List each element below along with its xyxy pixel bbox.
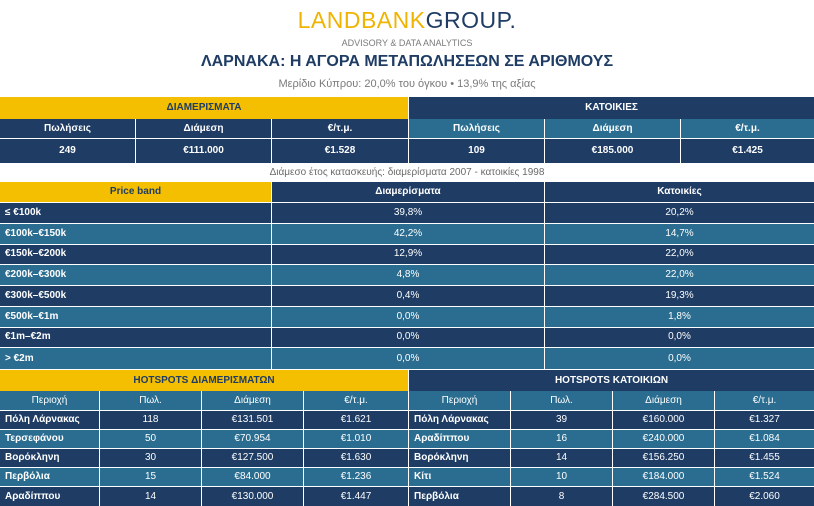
apartments-hotspot-per-sqm: €1.447 [304, 487, 409, 506]
apartments-median-header: Διάμεση [136, 119, 272, 139]
apartments-share: 4,8% [272, 265, 545, 286]
apartments-per-sqm-value: €1.528 [272, 139, 409, 163]
apartments-hotspot-area: Πόλη Λάρνακας [0, 411, 100, 430]
price-band-label: €200k–€300k [0, 265, 272, 286]
price-band-table [0, 182, 814, 369]
apartments-section-header: ΔΙΑΜΕΡΙΣΜΑΤΑ [0, 97, 409, 119]
houses-sales-header: Πωλήσεις [409, 119, 545, 139]
apartments-share: 12,9% [272, 245, 545, 266]
price-band-label: > €2m [0, 348, 272, 369]
houses-hotspot-area: Βορόκληνη [409, 449, 511, 468]
houses-share: 20,2% [545, 203, 814, 224]
apartments-hotspot-median: €131.501 [202, 411, 304, 430]
houses-share: 0,0% [545, 348, 814, 369]
price-band-label: €150k–€200k [0, 245, 272, 266]
apartments-median-header: Διάμεση [202, 391, 304, 411]
houses-median-value: €185.000 [545, 139, 681, 163]
houses-share: 14,7% [545, 224, 814, 245]
apartments-median-value: €111.000 [136, 139, 272, 163]
price-band-label: €500k–€1m [0, 307, 272, 328]
houses-hotspot-median: €240.000 [613, 430, 715, 449]
apartments-hotspot-area: Τερσεφάνου [0, 430, 100, 449]
apartments-hotspot-per-sqm: €1.630 [304, 449, 409, 468]
logo-part-group: GROUP. [425, 7, 517, 33]
houses-hotspot-area: Αραδίππου [409, 430, 511, 449]
apartments-share: 42,2% [272, 224, 545, 245]
price-band-label: €1m–€2m [0, 328, 272, 349]
houses-sales-value: 109 [409, 139, 545, 163]
price-band-label: ≤ €100k [0, 203, 272, 224]
apartments-hotspot-area: Αραδίππου [0, 487, 100, 506]
apartments-per-sqm-header: €/τ.μ. [304, 391, 409, 411]
apartments-hotspot-per-sqm: €1.010 [304, 430, 409, 449]
apartments-hotspot-sales: 14 [100, 487, 202, 506]
houses-hotspot-sales: 10 [511, 468, 613, 487]
houses-hotspot-per-sqm: €2.060 [715, 487, 814, 506]
page-title: ΛΑΡΝΑΚΑ: Η ΑΓΟΡΑ ΜΕΤΑΠΩΛΗΣΕΩΝ ΣΕ ΑΡΙΘΜΟΥΣ [200, 53, 614, 70]
houses-section-header: ΚΑΤΟΙΚΙΕΣ [409, 97, 814, 119]
construction-year-note: Διάμεσο έτος κατασκευής: διαμερίσματα 2007 - κατοικίες 1998 [0, 163, 814, 182]
apartments-share-header: Διαμερίσματα [272, 182, 545, 203]
apartments-share: 0,0% [272, 328, 545, 349]
houses-hotspots-header: HOTSPOTS ΚΑΤΟΙΚΙΩΝ [409, 370, 814, 391]
houses-share: 22,0% [545, 265, 814, 286]
houses-hotspot-per-sqm: €1.524 [715, 468, 814, 487]
page-subtitle: Μερίδιο Κύπρου: 20,0% του όγκου • 13,9% της αξίας [278, 78, 536, 90]
logo-part-landbank: LANDBANK [297, 7, 426, 33]
apartments-share: 0,4% [272, 286, 545, 307]
houses-hotspot-area: Περβόλια [409, 487, 511, 506]
apartments-hotspot-sales: 15 [100, 468, 202, 487]
apartments-sales-value: 249 [0, 139, 136, 163]
apartments-sales-header: Πωλήσεις [0, 119, 136, 139]
apartments-hotspot-median: €70.954 [202, 430, 304, 449]
houses-hotspot-per-sqm: €1.455 [715, 449, 814, 468]
apartments-share: 0,0% [272, 307, 545, 328]
apartments-hotspot-median: €84.000 [202, 468, 304, 487]
houses-hotspot-median: €156.250 [613, 449, 715, 468]
apartments-share: 39,8% [272, 203, 545, 224]
apartments-hotspot-per-sqm: €1.236 [304, 468, 409, 487]
houses-median-header: Διάμεση [545, 119, 681, 139]
report-header [0, 0, 814, 97]
houses-share: 0,0% [545, 328, 814, 349]
houses-sales-header: Πωλ. [511, 391, 613, 411]
houses-hotspot-per-sqm: €1.084 [715, 430, 814, 449]
apartments-hotspot-sales: 30 [100, 449, 202, 468]
houses-share: 19,3% [545, 286, 814, 307]
apartments-hotspot-per-sqm: €1.621 [304, 411, 409, 430]
summary-table [0, 97, 814, 163]
houses-hotspot-sales: 16 [511, 430, 613, 449]
price-band-label: €100k–€150k [0, 224, 272, 245]
houses-share: 22,0% [545, 245, 814, 266]
apartments-hotspot-sales: 118 [100, 411, 202, 430]
company-tagline: ADVISORY & DATA ANALYTICS [341, 38, 473, 48]
apartments-hotspot-area: Βορόκληνη [0, 449, 100, 468]
houses-hotspot-area: Πόλη Λάρνακας [409, 411, 511, 430]
price-band-header: Price band [0, 182, 272, 203]
apartments-per-sqm-header: €/τ.μ. [272, 119, 409, 139]
houses-hotspot-area: Κίτι [409, 468, 511, 487]
apartments-hotspot-area: Περβόλια [0, 468, 100, 487]
houses-per-sqm-header: €/τ.μ. [681, 119, 814, 139]
apartments-hotspot-median: €127.500 [202, 449, 304, 468]
apartments-sales-header: Πωλ. [100, 391, 202, 411]
houses-hotspot-sales: 39 [511, 411, 613, 430]
houses-hotspot-median: €160.000 [613, 411, 715, 430]
apartments-area-header: Περιοχή [0, 391, 100, 411]
apartments-share: 0,0% [272, 348, 545, 369]
apartments-hotspots-header: HOTSPOTS ΔΙΑΜΕΡΙΣΜΑΤΩΝ [0, 370, 409, 391]
company-logo [0, 6, 814, 34]
houses-hotspot-sales: 14 [511, 449, 613, 468]
price-band-label: €300k–€500k [0, 286, 272, 307]
apartments-hotspot-median: €130.000 [202, 487, 304, 506]
apartments-hotspot-sales: 50 [100, 430, 202, 449]
houses-area-header: Περιοχή [409, 391, 511, 411]
houses-per-sqm-header: €/τ.μ. [715, 391, 814, 411]
houses-share: 1,8% [545, 307, 814, 328]
houses-median-header: Διάμεση [613, 391, 715, 411]
houses-per-sqm-value: €1.425 [681, 139, 814, 163]
houses-share-header: Κατοικίες [545, 182, 814, 203]
houses-hotspot-per-sqm: €1.327 [715, 411, 814, 430]
houses-hotspot-median: €184.000 [613, 468, 715, 487]
hotspots-table [0, 370, 814, 506]
houses-hotspot-sales: 8 [511, 487, 613, 506]
houses-hotspot-median: €284.500 [613, 487, 715, 506]
